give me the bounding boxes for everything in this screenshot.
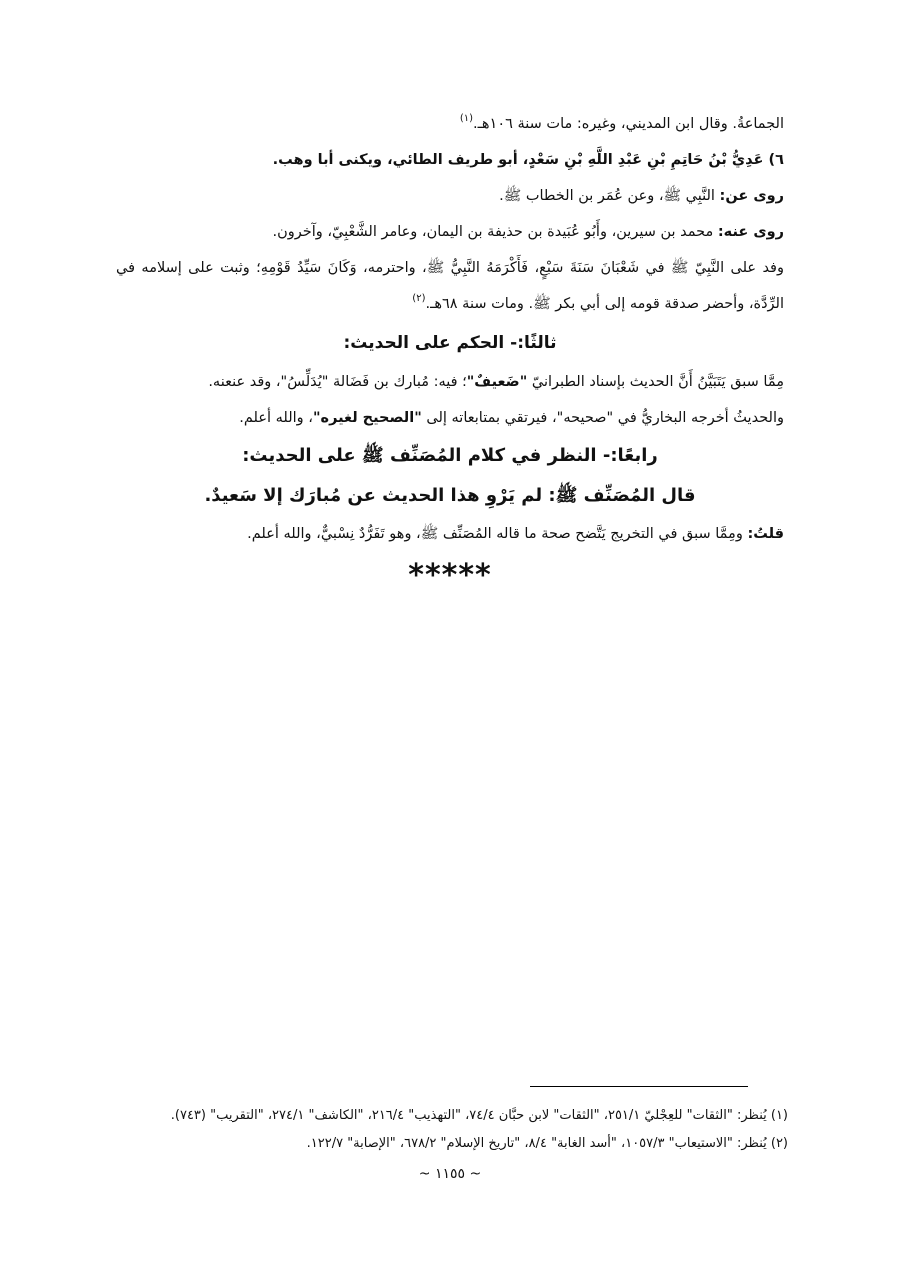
- paragraph-ruling-1: [116, 364, 784, 400]
- author-statement-text: لم يَرْوِ هذا الحديث عن مُبارَك إلا سَعيدٌ.: [204, 485, 549, 506]
- paragraph-ruling-2: [116, 400, 784, 436]
- conclusion-text: ومِمَّا سبق في التخريج يَتَّضح صحة ما قاله المُصَنِّف ﷺ، وهو تَفَرُّدٌ نِسْبيٌّ، والله أعلم.: [247, 526, 748, 542]
- page-number: ~ ١١٥٥ ~: [418, 1166, 482, 1182]
- text: ، والله أعلم.: [239, 410, 313, 426]
- heading-text: - الحكم على الحديث:: [343, 333, 518, 353]
- section-heading-ruling: [116, 322, 784, 364]
- footnote-1: (١) يُنظر: "الثقات" للعِجْليّ ٢٥١/١، "الثقات" لابن حبَّان ٧٤/٤، "التهذيب" ٢١٦/٤، "الكاشف" ٢٧٤/١، "التقريب" (٧٤٣).: [170, 1108, 788, 1123]
- footnote-ref-1[interactable]: (١): [459, 113, 474, 124]
- conclusion-label: قلتُ:: [747, 526, 784, 542]
- narrated-from: [116, 178, 784, 214]
- text: ؛ فيه: مُبارك بن فَضَالة "يُدَلِّسُ"، وقد عنعنه.: [208, 374, 467, 390]
- biography-title: ٦) عَدِيُّ بْنُ حَاتِمِ بْنِ عَبْدِ اللَّهِ بْنِ سَعْدٍ، أبو طريف الطائي، ويكنى أبا وهب.: [272, 152, 784, 168]
- grade-sahih: "الصحيح لغيره": [312, 410, 422, 426]
- paragraph-death-date: [116, 106, 784, 142]
- footnote-2: (٢) يُنظر: "الاستيعاب" ١٠٥٧/٣، "أسد الغابة" ٨/٤، "تاريخ الإسلام" ٦٧٨/٢، "الإصابة" ١٢٢/٧.: [306, 1136, 788, 1151]
- page-body: [116, 106, 784, 596]
- author-statement-label: قال المُصَنِّف ﷺ:: [548, 485, 696, 506]
- author-statement: [116, 476, 784, 516]
- paragraph-delegation: [116, 250, 784, 322]
- narrated-by-text: محمد بن سيرين، وأَبُو عُبَيدة بن حذيفة بن اليمان، وعامر الشَّعْبِيّ، وآخرون.: [272, 224, 718, 240]
- paragraph-conclusion: [116, 516, 784, 552]
- narrated-by: [116, 214, 784, 250]
- text: الجماعةُ. وقال ابن المديني، وغيره: مات سنة ١٠٦هـ.: [473, 116, 784, 132]
- text: والحديثُ أخرجه البخاريُّ في "صحيحه"، فيرتقي بمتابعاته إلى: [421, 410, 784, 426]
- text: وفد على النَّبِيّ ﷺ في شَعْبَانَ سَنَةَ سَبْعٍ، فَأَكْرَمَهُ النَّبِيُّ ﷺ، واحترمه، وَكَانَ سَيِّدُ قَوْمِهِ؛ وثبت على إسلامه في الرِّدَّة، وأحضر صدقة قومه إلى أبي بكر ﷺ. ومات سنة ٦٨هـ.: [116, 260, 784, 312]
- narrated-from-label: روى عن:: [719, 188, 784, 204]
- narrated-by-label: روى عنه:: [717, 224, 784, 240]
- section-separator-stars: *****: [408, 558, 492, 593]
- text: مِمَّا سبق يَتَبَيَّنُ أَنَّ الحديث بإسناد الطبرانيّ: [527, 374, 784, 390]
- footnote-ref-2[interactable]: (٢): [412, 293, 426, 304]
- footnote-divider: [530, 1086, 748, 1087]
- narrated-from-text: النَّبِي ﷺ، وعن عُمَر بن الخطاب ﷺ.: [499, 188, 720, 204]
- footnotes: [116, 1104, 788, 1160]
- heading-label: ثالثًا:: [517, 333, 557, 353]
- section-heading-analysis: رابعًا:- النظر في كلام المُصَنِّف ﷺ على الحديث:: [242, 445, 658, 466]
- grade-weak: "ضَعيفٌ": [466, 374, 528, 390]
